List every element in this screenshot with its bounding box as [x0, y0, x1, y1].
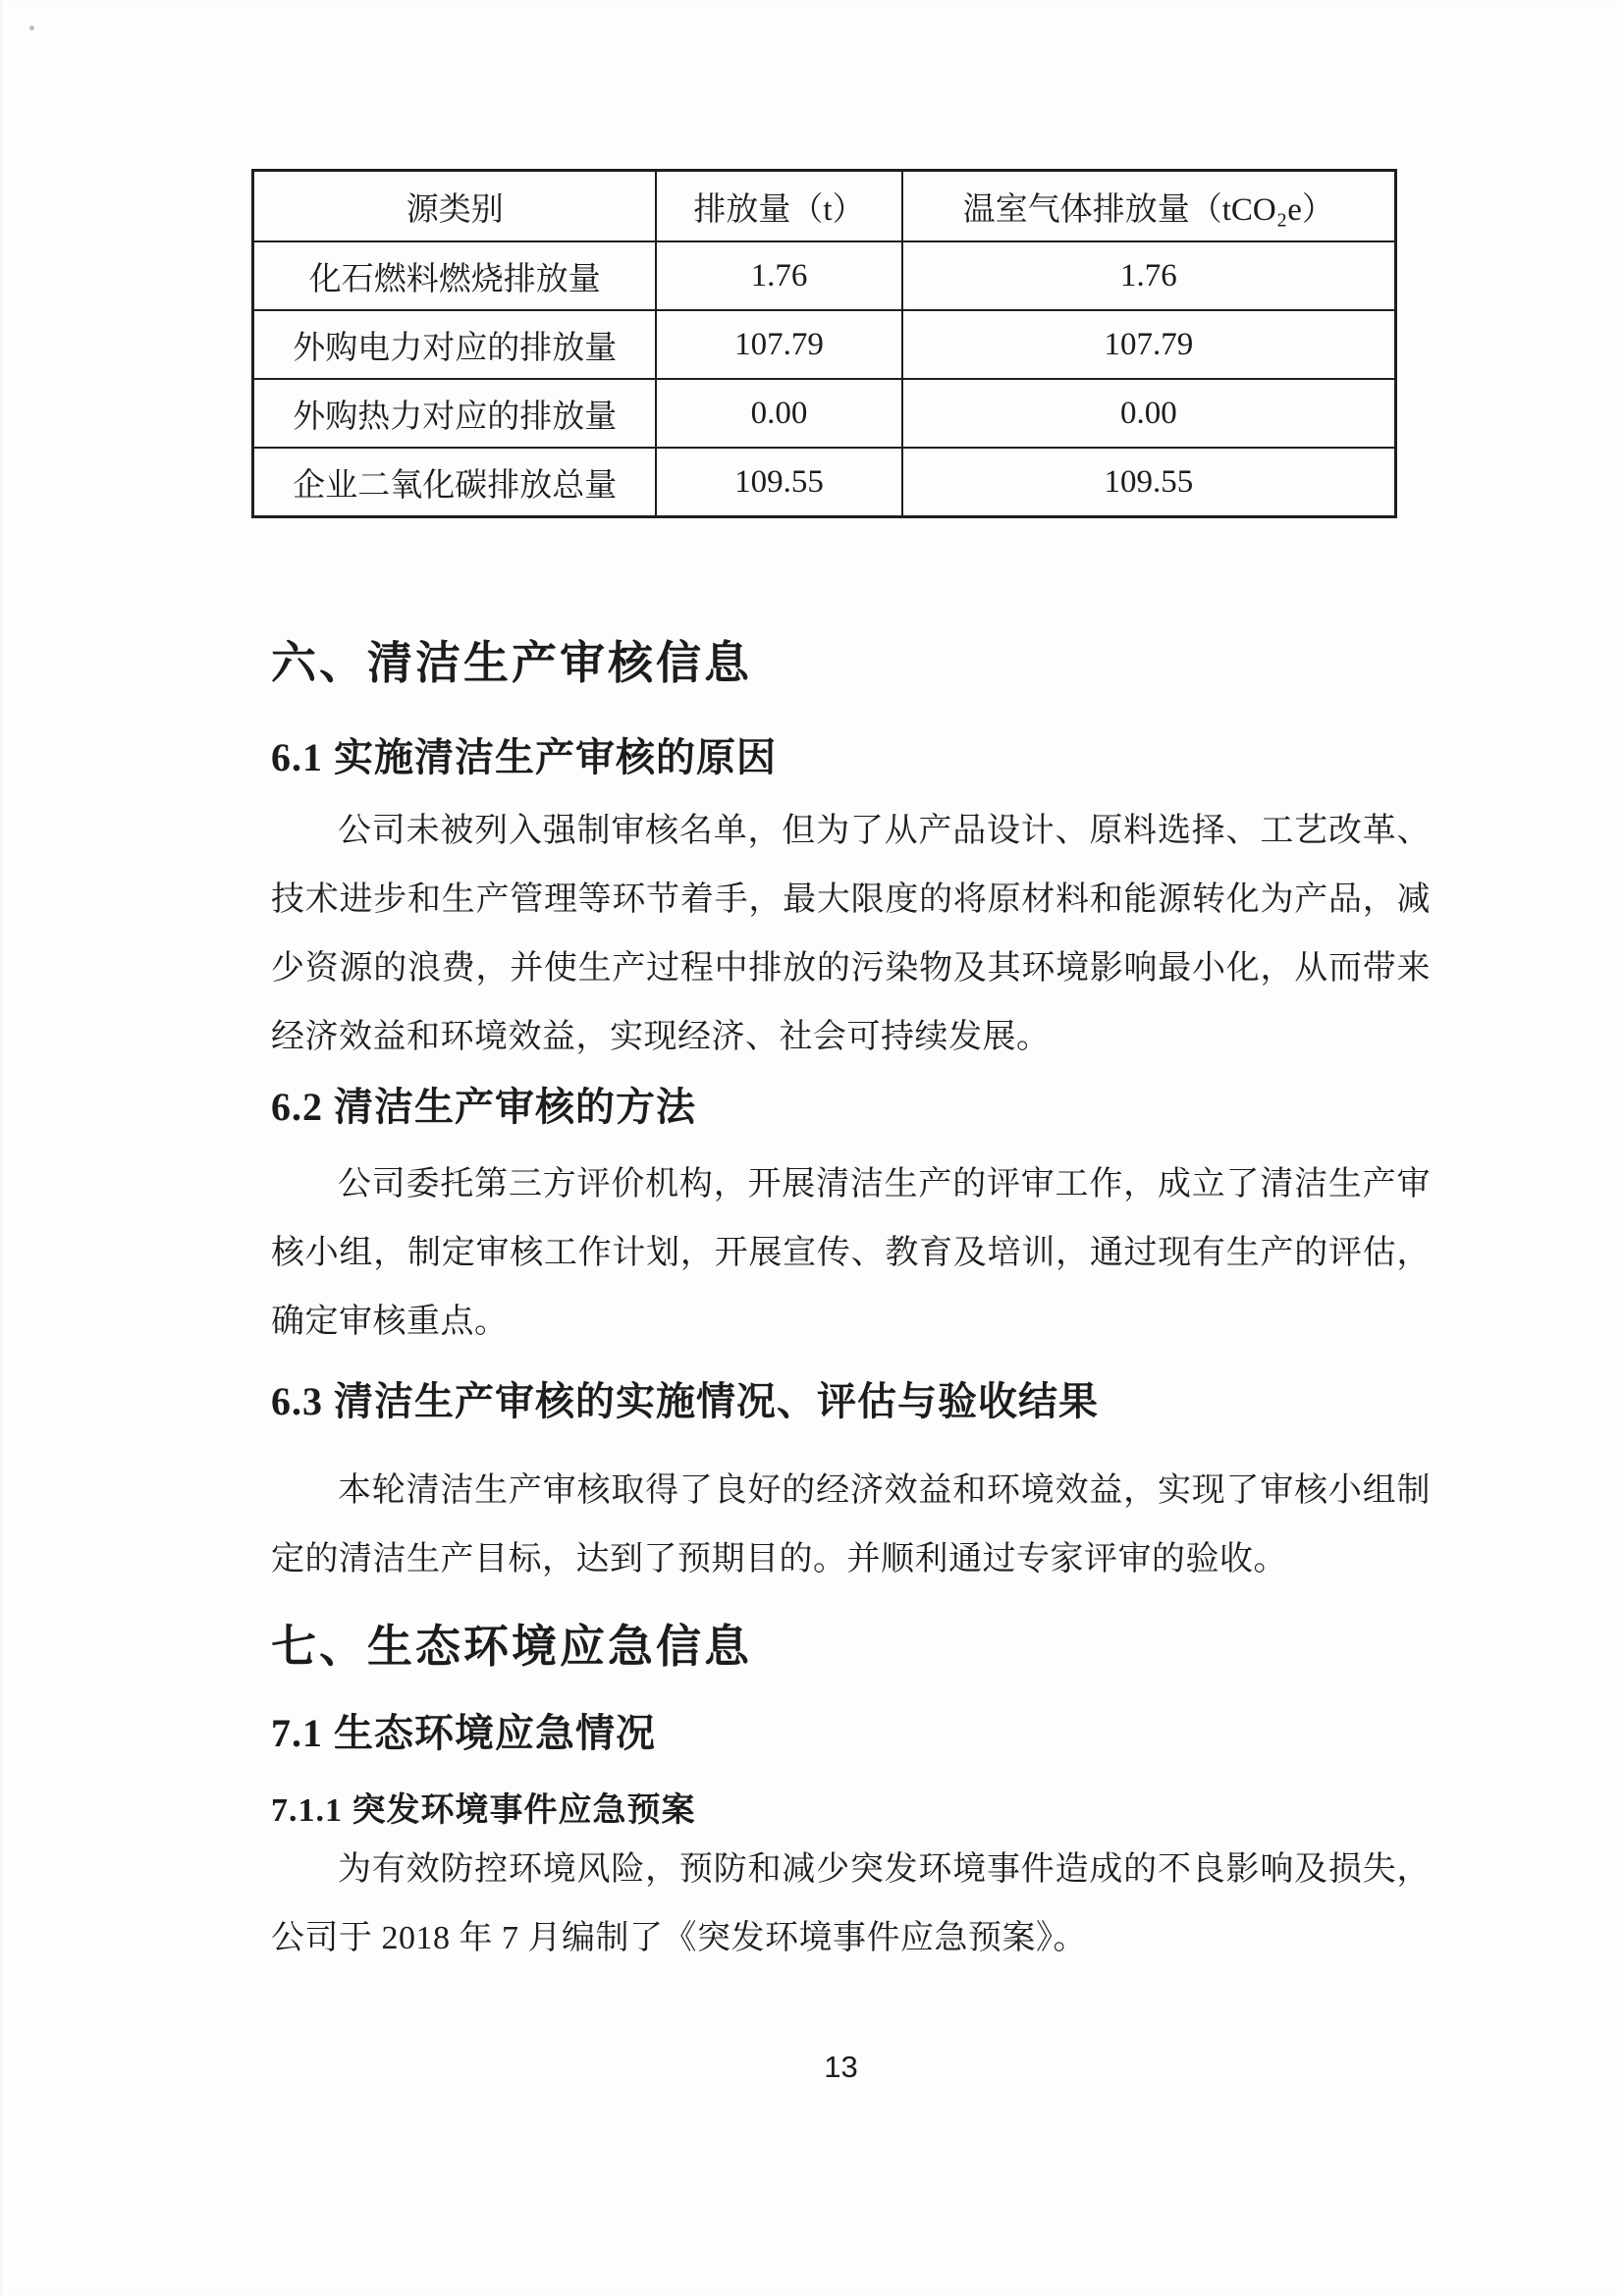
section-6-3-heading: 6.3 清洁生产审核的实施情况、评估与验收结果: [271, 1379, 1099, 1423]
emissions-table-body: [253, 241, 1396, 517]
row-label: 外购电力对应的排放量: [253, 310, 657, 379]
table-row: [253, 310, 1396, 379]
section-6-2-heading: 6.2 清洁生产审核的方法: [271, 1085, 696, 1129]
section-7-1-1-paragraph: 为有效防控环境风险，预防和减少突发环境事件造成的不良影响及损失，公司于 2018 年 7 月编制了《突发环境事件应急预案》。: [271, 1851, 1431, 1956]
section-6-1-paragraph: 公司未被列入强制审核名单，但为了从产品设计、原料选择、工艺改革、技术进步和生产管理等环节着手，最大限度的将原材料和能源转化为产品，减少资源的浪费，并使生产过程中排放的污染物及其环境影响最小化，从而带来经济效益和环境效益，实现经济、社会可持续发展。: [271, 813, 1431, 1055]
table-row: [253, 448, 1396, 517]
emission-value: 0.00: [656, 379, 901, 448]
row-label: 企业二氧化碳排放总量: [253, 448, 657, 517]
chapter-6-heading: 六、清洁生产审核信息: [271, 638, 752, 688]
ghg-value: 1.76: [902, 241, 1396, 310]
row-label: 外购热力对应的排放量: [253, 379, 657, 448]
col-header-source-type: 源类别: [253, 171, 657, 242]
col-header-emission-t: 排放量（t）: [656, 171, 901, 242]
ghg-value: 107.79: [902, 310, 1396, 379]
emission-value: 1.76: [656, 241, 901, 310]
section-7-1-heading: 7.1 生态环境应急情况: [271, 1711, 656, 1755]
section-7-1-1-heading: 7.1.1 突发环境事件应急预案: [271, 1792, 696, 1829]
table-row: [253, 379, 1396, 448]
table-header-row: [253, 171, 1396, 242]
page-number: 13: [824, 2050, 858, 2084]
ghg-value: 109.55: [902, 448, 1396, 517]
emission-value: 109.55: [656, 448, 901, 517]
ghg-value: 0.00: [902, 379, 1396, 448]
chapter-7-heading: 七、生态环境应急信息: [271, 1622, 752, 1672]
col-header-ghg-tco2e: 温室气体排放量（tCO₂e）: [902, 171, 1396, 242]
emissions-table-header: [253, 171, 1396, 242]
emission-value: 107.79: [656, 310, 901, 379]
section-6-3-paragraph: 本轮清洁生产审核取得了良好的经济效益和环境效益，实现了审核小组制定的清洁生产目标，达到了预期目的。并顺利通过专家评审的验收。: [271, 1472, 1431, 1577]
section-6-1-heading: 6.1 实施清洁生产审核的原因: [271, 735, 777, 779]
scan-artifact-dot: [29, 26, 34, 30]
section-6-2-paragraph: 公司委托第三方评价机构，开展清洁生产的评审工作，成立了清洁生产审核小组，制定审核工作计划，开展宣传、教育及培训，通过现有生产的评估，确定审核重点。: [271, 1166, 1431, 1340]
emissions-table: [251, 169, 1397, 518]
table-row: [253, 241, 1396, 310]
row-label: 化石燃料燃烧排放量: [253, 241, 657, 310]
